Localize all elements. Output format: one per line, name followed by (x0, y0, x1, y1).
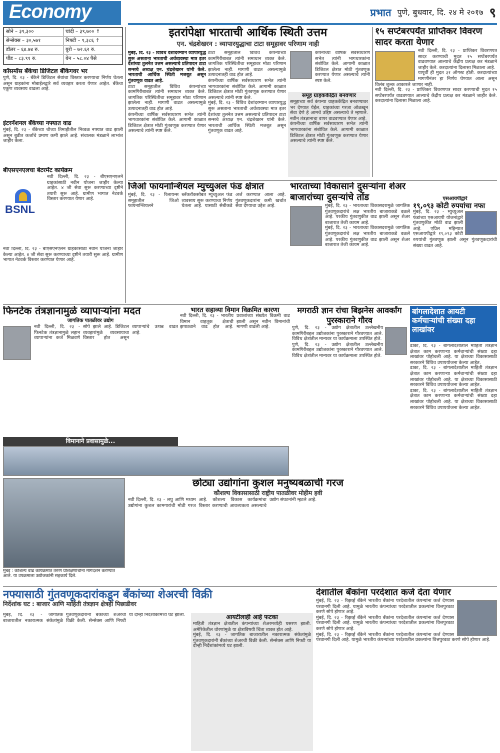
story-aviation: भारत सहाव्या विमान विक्रमित कारणा नवी दिल्ली, दि. २३ - भारतीय विमान वाहतूक क्षेत्राची झपाट्याने वाढ होत आहे. प्रवाशांच्या संख्येत विक्रमी वाढ झाली असून नवीन विमानांची मागणी वाढली आहे. (180, 306, 290, 331)
headline-bangladesh: बांगलादेशात आयटी कर्मचाऱ्यांची संख्या दहा लाखांवर (412, 307, 476, 334)
story-bangladesh-body: ढाका, दि. २३ - बांगलादेशातील माहिती तंत्रज्ञान क्षेत्रात काम करणाऱ्या कर्मचाऱ्यांची संख्या दहा लाखांवर पोहोचली आहे. या क्षेत्राच्या विकासासाठी सरकारने विविध उपाययोजना केल्या आहेत. ढाका, दि. २३ - बांगलादेशातील माहिती तंत्रज्ञान क्षेत्रात काम करणाऱ्या कर्मचाऱ्यांची संख्या दहा लाखांवर पोहोचली आहे. या क्षेत्राच्या विकासासाठी सरकारने विविध उपाययोजना केल्या आहेत. ढाका, दि. २३ - बांगलादेशातील माहिती तंत्रज्ञान क्षेत्रात काम करणाऱ्या कर्मचाऱ्यांची संख्या दहा लाखांवर पोहोचली आहे. या क्षेत्राच्या विकासासाठी सरकारने विविध उपाययोजना केल्या आहेत. (410, 344, 497, 411)
column-divider (125, 27, 126, 303)
section-divider (3, 586, 497, 587)
story-s1-col-c: कंपनीच्या वार्षिक सर्वसाधारण सभेत त्यांनी भागधारकांना संबोधित केले. आगामी काळात डिजिटल क्षेत्रात मोठी गुंतवणूक करण्यात येणार असल्याचे त्यांनी स्पष्ट केले. (315, 51, 370, 84)
person-photo (290, 206, 322, 246)
tax-form-photo (375, 51, 415, 81)
table-row: डॉलर – ६४.७४ रु. युरो – ७२.६२ रु. (4, 46, 122, 55)
brand-logo: प्रभात (370, 8, 392, 19)
market-rates-table (3, 27, 123, 65)
headline-india-economy: इतरांपेक्षा भारताची आर्थिक स्थिती उत्तम (168, 26, 328, 39)
story-india-economy: इतरांपेक्षा भारताची आर्थिक स्थिती उत्तम एन. चंद्रशेखरन : व्यापारयुद्धाचा टाटा समूहावर परिणाम नाही (128, 26, 368, 176)
plane-caption: विमानाने प्रवासामुळे... (3, 437, 178, 446)
headline-bank-shares: नफ्यासाठी गुंतवणूकदारांकडून बँकांच्या शेअरची विक्री (3, 588, 213, 601)
story-s1-col-b: टाटा समूहातील विविध कंपन्यांच्या कामगिरीबाबत त्यांनी समाधान व्यक्त केले. जागतिक परिस्थितीचा समूहावर मोठा परिणाम झालेला नाही. मागणी वाढत असल्यामुळे उत्पादनातही वाढ होत आहे. कंपनीच्या वार्षिक सर्वसाधारण सभेत त्यांनी भागधारकांना संबोधित केले. आगामी काळात डिजिटल क्षेत्रात मोठी गुंतवणूक करण्यात येणार असल्याचे त्यांनी स्पष्ट केले. मुंबई, दि. २३ - विविध देशांदरम्यान व्यापारयुद्ध सुरू असताना भारताची अर्थव्यवस्था मात्र इतर देशांच्या तुलनेत उत्तम असल्याचे प्रतिपादन टाटा सन्सचे अध्यक्ष एन. चंद्रशेखरन यांनी केले. भारताची आर्थिक स्थिती मजबूत असून गुंतवणूक वाढत आहे. (208, 51, 286, 135)
story-fintech: फिनटेक तंत्रज्ञानामुळे व्यापाऱ्यांना मदत जागतिक पातळीवर उद्योग नवी दिल्ली, दि. २३ - फिनटेक तंत्रज्ञानामुळे लहान व्यापाऱ्यांना कर्ज मिळवणे सोपे झाले आहे. डिजिटल व्यवहारांमुळे व्यवसायाचा विस्तार होत असून व्यापाऱ्यांचे उत्पन्न वाढत आहे. (3, 306, 178, 436)
bsnl-logo-icon (3, 189, 43, 217)
headline-skill: छोट्या उद्योगांना कुशल मनुष्यबळाची गरज (192, 478, 344, 489)
mutual-fund-photo (465, 211, 497, 235)
header-rule (128, 23, 497, 25)
story-bank-shares-body: मुंबई, दि. २३ - जागतिक बाजारातील नकारात्मक संकेतांमुळे गुंतवणूकदारांनी बँकांच्या शेअरची विक्री केली. सेन्सेक्स आणि निफ्टी या दोन्ही निर्देशांकांमध्ये घट झाली. (3, 613, 186, 624)
person-photo (3, 326, 31, 360)
story-sip: एसआयपीद्वारे १९,०९३ कोटी रुपयांचा नफा मुंबई, दि. २३ - म्युच्युअल फंडांच्या एसआयपी योजनांद्वारे गुंतवणुकीत मोठी वाढ झाली आहे. एप्रिल महिन्यात एसआयपीद्वारे १९,०९३ कोटी रुपयांची गुंतवणूक झाली असून गुंतवणूकदारांची संख्या वाढत आहे. (413, 196, 497, 249)
train-caption: मुंबई : कौशल्य वाढ कार्यक्रमात तरुण प्रशिक्षणार्थींना मार्गदर्शन करण्यात आले. या उपक्रमाला उद्योजकांनी सहकार्य दिले. (3, 569, 116, 580)
headline-jio: जिओ फायनान्शियल म्युच्युअल फंड क्षेत्रात (128, 182, 264, 192)
headline-income-tax: १५ सप्टेंबरपर्यंत प्राप्तिकर विवरण सादर करता येणार (375, 27, 483, 48)
table-row: सोने – ३९,३०० चांदी – ३९,७०० ↑ (4, 28, 122, 37)
story-s1-col-a: मुंबई, दि. २३ - विविध देशांदरम्यान व्यापारयुद्ध सुरू असताना भारताची अर्थव्यवस्था मात्र इतर देशांच्या तुलनेत उत्तम असल्याचे प्रतिपादन टाटा सन्सचे अध्यक्ष एन. चंद्रशेखरन यांनी केले. भारताची आर्थिक स्थिती मजबूत असून गुंतवणूक वाढत आहे. टाटा समूहातील विविध कंपन्यांच्या कामगिरीबाबत त्यांनी समाधान व्यक्त केले. जागतिक परिस्थितीचा समूहावर मोठा परिणाम झालेला नाही. मागणी वाढत असल्यामुळे उत्पादनातही वाढ होत आहे. कंपनीच्या वार्षिक सर्वसाधारण सभेत त्यांनी भागधारकांना संबोधित केले. आगामी काळात डिजिटल क्षेत्रात मोठी गुंतवणूक करण्यात येणार असल्याचे त्यांनी स्पष्ट केले. (128, 51, 206, 135)
masthead (128, 2, 496, 22)
story-overseas-loans: देशातील बँकांना परदेशात कर्ज देता येणार मुंबई, दि. २३ - रिझर्व्ह बँकेने भारतीय बँकांना परदेशातील कंपन्यांना कर्ज देण्यास परवानगी दिली आहे. यामुळे भारतीय कंपन्यांच्या परदेशातील प्रकल्पांना वित्तपुरवठा करणे सोपे होणार आहे. मुंबई, दि. २३ - रिझर्व्ह बँकेने भारतीय बँकांना परदेशातील कंपन्यांना कर्ज देण्यास परवानगी दिली आहे. यामुळे भारतीय कंपन्यांच्या परदेशातील प्रकल्पांना वित्तपुरवठा करणे सोपे होणार आहे. मुंबई, दि. २३ - रिझर्व्ह बँकेने भारतीय बँकांना परदेशातील कंपन्यांना कर्ज देण्यास परवानगी दिली आहे. यामुळे भारतीय कंपन्यांच्या परदेशातील प्रकल्पांना वित्तपुरवठा करणे सोपे होणार आहे. (316, 588, 497, 751)
bank-building-photo (457, 600, 497, 636)
story-bangladesh-it (412, 307, 496, 343)
story-income-tax: १५ सप्टेंबरपर्यंत प्राप्तिकर विवरण सादर करता येणार नवी दिल्ली, दि. २३ - प्राप्तिकर विवरणपत्र सादर करण्याची मुदत १५ सप्टेंबरपर्यंत वाढवण्यात आल्याचे केंद्रीय प्रत्यक्ष कर मंडळाने जाहीर केले. करदात्यांना दिलासा मिळाला आहे. यापूर्वी ही मुदत ३१ ऑगस्ट होती. करदात्यांच्या मागणीनंतर हा निर्णय घेण्यात आला असून विलंब शुल्क आकारले जाणार नाही. नवी दिल्ली, दि. २३ - प्राप्तिकर विवरणपत्र सादर करण्याची मुदत १५ सप्टेंबरपर्यंत वाढवण्यात आल्याचे केंद्रीय प्रत्यक्ष कर मंडळाने जाहीर केले. करदात्यांना दिलासा मिळाला आहे. (375, 27, 497, 105)
story-cosmos: कॉसमॉस बँकेचा डिजिटल बँकिंगवर भर पुणे, दि. २३ - बँकेने डिजिटल सेवांचा विस्तार करण्याचा निर्णय घेतला असून ग्राहकांना मोबाईलद्वारे सर्व व्यवहार करता येणार आहेत. बँकेचा एकूण व्यवसाय वाढला आहे. (3, 68, 123, 93)
headline-overseas-loans: देशातील बँकांना परदेशात कर्ज देता येणार (316, 588, 451, 598)
bsnl-logo-text: BSNL (5, 204, 35, 216)
person-photo (290, 51, 312, 79)
story-india-growth: भारताच्या विकासाने दुसऱ्यांना शेअर बाजारांच्या दुसऱ्यांचे तोंड मुंबई, दि. २३ - भारताच्या विकासदरामुळे जागतिक गुंतवणूकदारांचे लक्ष भारतीय बाजाराकडे वळले आहे. परकीय गुंतवणुकीत वाढ झाली असून शेअर बाजारात तेजी कायम आहे. मुंबई, दि. २३ - भारताच्या विकासदरामुळे जागतिक गुंतवणूकदारांचे लक्ष भारतीय बाजाराकडे वळले आहे. परकीय गुंतवणुकीत वाढ झाली असून शेअर बाजारात तेजी कायम आहे. (290, 182, 410, 249)
story-bsnl: बीएसएनएलचा बेटरमेंट कार्यक्रम नवी दिल्ली, दि. २३ - बीएसएनएलने ग्राहकांसाठी नवीन योजना जाहीर केल्या आहेत. ४ जी सेवा सुरू करण्याच्या दृष्टीने तयारी सुरू आहे. ग्रामीण भागात नेटवर्क विस्तार करण्यात येणार आहे. (3, 167, 123, 203)
section-divider (3, 304, 497, 305)
story-jio-financial: जिओ फायनान्शियल म्युच्युअल फंड क्षेत्रात मुंबई, दि. २३ - रिलायन्स समूहातील जिओ फायनान्शियलने ब्लॅकरॉकसोबत म्युच्युअल फंड व्यवसाय सुरू करण्याचा निर्णय घेतला आहे. यासाठी सेबीकडे अर्ज करण्यात आला आहे. गुंतवणूकदारांना कमी खर्चात सेवा देण्याचा उद्देश आहे. (128, 182, 286, 210)
column-divider (372, 27, 373, 177)
story-award: मगराठी ज्ञान रांचा बिझनेस आवर्कांग पुरस्काराने गौरव पुणे, दि. २३ - उद्योग क्षेत्रातील उल्लेखनीय कामगिरीबद्दल उद्योजकांना पुरस्काराने गौरवण्यात आले. विविध क्षेत्रांतील मान्यवर या कार्यक्रमाला उपस्थित होते. पुणे, दि. २३ - उद्योग क्षेत्रातील उल्लेखनीय कामगिरीबद्दल उद्योजकांना पुरस्काराने गौरवण्यात आले. विविध क्षेत्रांतील मान्यवर या कार्यक्रमाला उपस्थित होते. (292, 306, 407, 451)
table-row: सेन्सेक्स – ३०,५७१ निफ्टी – ९,३८६ ↑ (4, 37, 122, 46)
story-international-bank: इंटरनॅशनल बँकेच्या नफ्यात वाढ मुंबई, दि. २३ - बँकेच्या चौथ्या तिमाहीतील निव्वळ नफ्यात वाढ झाली असून बुडीत कर्जांचे प्रमाण कमी झाले आहे. संचालक मंडळाने लाभांश जाहीर केला. (3, 120, 123, 145)
story-s1-box: समूह ग्राहककेंद्रित बनवणार समूहाच्या सर्व कंपन्या ग्राहककेंद्रित बनवण्यावर भर देण्यात येईल. ग्राहकांच्या गरजा ओळखून सेवा देणे हे आमचे उद्दिष्ट असल्याचे ते म्हणाले. नवीन तंत्रज्ञानाचा वापर वाढवण्यात येणार आहे. कंपनीच्या वार्षिक सर्वसाधारण सभेत त्यांनी भागधारकांना संबोधित केले. आगामी काळात डिजिटल क्षेत्रात मोठी गुंतवणूक करण्यात येणार असल्याचे त्यांनी स्पष्ट केले. (290, 93, 368, 145)
story-skill-development: छोट्या उद्योगांना कुशल मनुष्यबळाची गरज कौशल्य विकासासाठी राष्ट्रीय पातळीवर मोहीम हवी नवी दिल्ली, दि. २३ - लघु आणि मध्यम उद्योगांना कुशल कामगारांची मोठी गरज आहे. कौशल्य विकास कार्यक्रमांचा विस्तार करण्याची आवश्यकता असल्याचे उद्योग संघटनांनी म्हटले आहे. (128, 478, 408, 558)
section-title: Economy (3, 1, 121, 25)
person-photo (385, 327, 407, 355)
story-it-box: आयटीलाही आहे फटका माहिती तंत्रज्ञान क्षेत्रातील कंपन्यांच्या शेअरमध्येही घसरण झाली. अमेरिकेतील धोरणांमुळे या क्षेत्राविषयी चिंता व्यक्त होत आहे. मुंबई, दि. २३ - जागतिक बाजारातील नकारात्मक संकेतांमुळे गुंतवणूकदारांनी बँकांच्या शेअरची विक्री केली. सेन्सेक्स आणि निफ्टी या दोन्ही निर्देशांकांमध्ये घट झाली. (193, 614, 311, 650)
train-photo (3, 478, 125, 568)
page-header (0, 0, 500, 26)
story-bank-shares: नफ्यासाठी गुंतवणूकदारांकडून बँकांच्या शेअरची विक्री निर्देशांक घट : बाजार आणि माहिती तंत्रज्ञान क्षेत्रही पिछाडीवर (3, 588, 313, 612)
page-number: ९ (489, 6, 496, 21)
headline-award: मगराठी ज्ञान रांचा बिझनेस आवर्कांग पुरस्काराने गौरव (297, 306, 402, 325)
table-row: पौंड – ८३.९१ रु. येन – ५८.०४ पैसे (6, 56, 97, 62)
headline-fintech: फिनटेक तंत्रज्ञानामुळे व्यापाऱ्यांना मदत (3, 306, 141, 317)
dateline: पुणे, बुधवार, दि. २४ मे २०१७ (397, 7, 484, 17)
story-bsnl-continued: नवी दिल्ली, दि. २३ - बीएसएनएलने ग्राहकांसाठी नवीन योजना जाहीर केल्या आहेत. ४ जी सेवा सुरू करण्याच्या दृष्टीने तयारी सुरू आहे. ग्रामीण भागात नेटवर्क विस्तार करण्यात येणार आहे. (3, 247, 123, 264)
section-divider (128, 180, 497, 181)
headline-india-growth: भारताच्या विकासाने दुसऱ्यांना शेअर बाजारांच्या दुसऱ्यांचे तोंड (290, 182, 406, 203)
airport-photo (3, 446, 289, 476)
